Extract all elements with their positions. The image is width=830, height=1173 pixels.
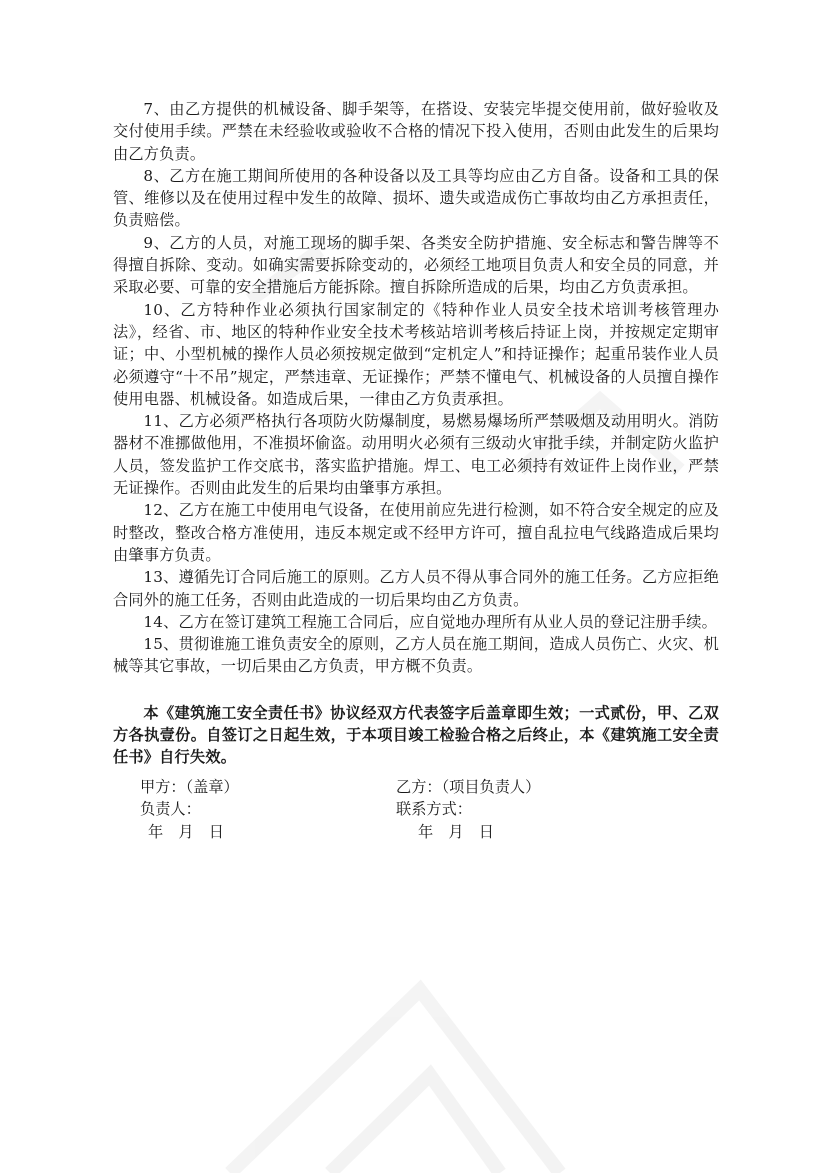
responsible-person-label: 负责人： <box>140 800 201 819</box>
date-right: 年 月 日 <box>418 822 494 841</box>
clause-10: 10、乙方特种作业必须执行国家制定的《特种作业人员安全技术培训考核管理办法》，经省、市、地区的特种作业安全技术考核站培训考核后持证上岗，并按规定定期审证；中、小型机械的操作人员必须按规定做到“定机定人”和持证操作；起重吊装作业人员必须遵守“十不吊”规定，严禁违章、无证操作；严禁不懂电气、机械设备的人员擅自操作使用电器、机械设备。如造成后果，一律由乙方负责承担。 <box>113 300 719 408</box>
party-a-label: 甲方：（盖章） <box>140 778 239 796</box>
date-left: 年 月 日 <box>148 822 224 841</box>
signature-block <box>140 776 700 843</box>
clause-8: 8、乙方在施工期间所使用的各种设备以及工具等均应由乙方自备。设备和工具的保管、维修以及在使用过程中发生的故障、损坏、遗失或造成伤亡事故均由乙方承担责任，负责赔偿。 <box>113 166 719 230</box>
clause-7: 7、由乙方提供的机械设备、脚手架等，在搭设、安装完毕提交使用前，做好验收及交付使用手续。严禁在未经验收或验收不合格的情况下投入使用，否则由此发生的后果均由乙方负责。 <box>113 100 719 163</box>
signature-row-dates <box>140 821 700 843</box>
clause-11: 11、乙方必须严格执行各项防火防爆制度，易燃易爆场所严禁吸烟及动用明火。消防器材不准挪做他用，不准损坏偷盗。动用明火必须有三级动火审批手续，并制定防火监护人员，签发监护工作交底书，落实监护措施。焊工、电工必须持有效证件上岗作业，严禁无证操作。否则由此发生的后果均由肇事方承担。 <box>113 412 719 498</box>
contact-label: 联系方式： <box>396 800 472 819</box>
clause-13: 13、遵循先订合同后施工的原则。乙方人员不得从事合同外的施工任务。乙方应拒绝合同外的施工任务，否则由此造成的一切后果均由乙方负责。 <box>113 568 719 609</box>
signature-row-parties <box>140 776 700 798</box>
clause-15: 15、贯彻谁施工谁负责安全的原则，乙方人员在施工期间，造成人员伤亡、火灾、机械等其它事故，一切后果由乙方负责，甲方概不负责。 <box>113 635 719 676</box>
document-body <box>113 98 719 784</box>
closing-statement: 本《建筑施工安全责任书》协议经双方代表签字后盖章即生效；一式贰份，甲、乙双方各执壹份。自签订之日起生效，于本项目竣工检验合格之后终止，本《建筑施工安全责任书》自行失效。 <box>113 703 719 767</box>
clause-14: 14、乙方在签订建筑工程施工合同后，应自觉地办理所有从业人员的登记注册手续。 <box>143 612 718 631</box>
signature-row-contacts <box>140 798 700 820</box>
clause-9: 9、乙方的人员，对施工现场的脚手架、各类安全防护措施、安全标志和警告牌等不得擅自拆除、变动。如确实需要拆除变动的，必须经工地项目负责人和安全员的同意，并采取必要、可靠的安全措施后方能拆除。擅自拆除所造成的后果，均由乙方负责承担。 <box>113 233 719 297</box>
party-b-label: 乙方：（项目负责人） <box>396 778 541 796</box>
clause-12: 12、乙方在施工中使用电气设备，在使用前应先进行检测，如不符合安全规定的应及时整改，整改合格方准使用，违反本规定或不经甲方许可，擅自乱拉电气线路造成后果均由肇事方负责。 <box>113 501 719 564</box>
